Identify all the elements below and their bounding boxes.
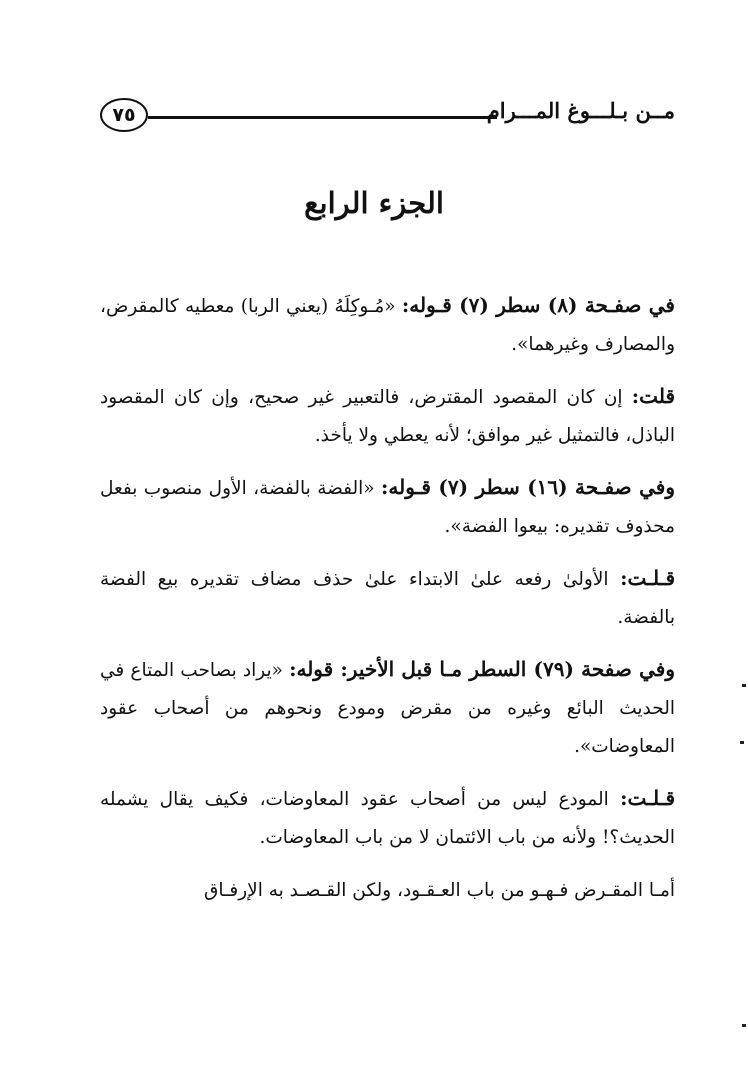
page-number: ٧٥ <box>100 98 148 132</box>
paragraph-text: «الفضة بالفضة، الأول منصوب بفعل محذوف تقديره: بيعوا الفضة». <box>100 478 675 537</box>
paragraph <box>100 870 675 910</box>
paragraph <box>100 650 675 766</box>
page-body <box>100 286 675 1076</box>
paragraph <box>100 779 675 857</box>
paragraph <box>100 377 675 455</box>
paragraph-lead: قلت: <box>631 384 675 408</box>
scan-speck <box>740 741 744 744</box>
running-book-title: مــن بـلـــوغ المـــرام <box>486 98 675 123</box>
scan-speck <box>742 1024 746 1027</box>
paragraph-text: «يراد بصاحب المتاع في الحديث البائع وغيره من مقرض ومودع ونحوهم من أصحاب عقود المعاوضات». <box>100 660 675 757</box>
paragraph-lead: في صفـحة (٨) سطر (٧) قـوله: <box>401 293 675 317</box>
paragraph-text: «مُـوكِلَهُ (يعني الربا) معطيه كالمقرض، والمصارف وغيرهما». <box>100 296 675 355</box>
paragraph-text: أمـا المقـرض فـهـو من باب العـقـود، ولكن القـصـد به الإرفـاق <box>203 880 675 901</box>
paragraph <box>100 468 675 546</box>
paragraph <box>100 286 675 364</box>
paragraph-lead: قـلـت: <box>620 566 675 590</box>
paragraph <box>100 559 675 637</box>
paragraph-lead: قـلـت: <box>620 786 675 810</box>
scan-speck <box>742 684 746 687</box>
header-rule <box>148 116 497 119</box>
paragraph-lead: وفي صفـحة (١٦) سطر (٧) قـوله: <box>381 475 675 499</box>
paragraph-text: الأولىٰ رفعه علىٰ الابتداء علىٰ حذف مضاف تقديره بيع الفضة بالفضة. <box>100 569 675 628</box>
paragraph-text: إن كان المقصود المقترض، فالتعبير غير صحيح، وإن كان المقصود الباذل، فالتمثيل غير موافق؛ لأنه يعطي ولا يأخذ. <box>100 387 675 446</box>
paragraph-lead: وفي صفحة (٧٩) السطر مـا قبل الأخير: قوله: <box>289 657 675 681</box>
page-header <box>100 96 675 136</box>
chapter-title: الجزء الرابع <box>304 186 444 220</box>
paragraph-text: المودع ليس من أصحاب عقود المعاوضات، فكيف يقال يشمله الحديث؟! ولأنه من باب الائتمان لا من باب المعاوضات. <box>100 789 675 848</box>
